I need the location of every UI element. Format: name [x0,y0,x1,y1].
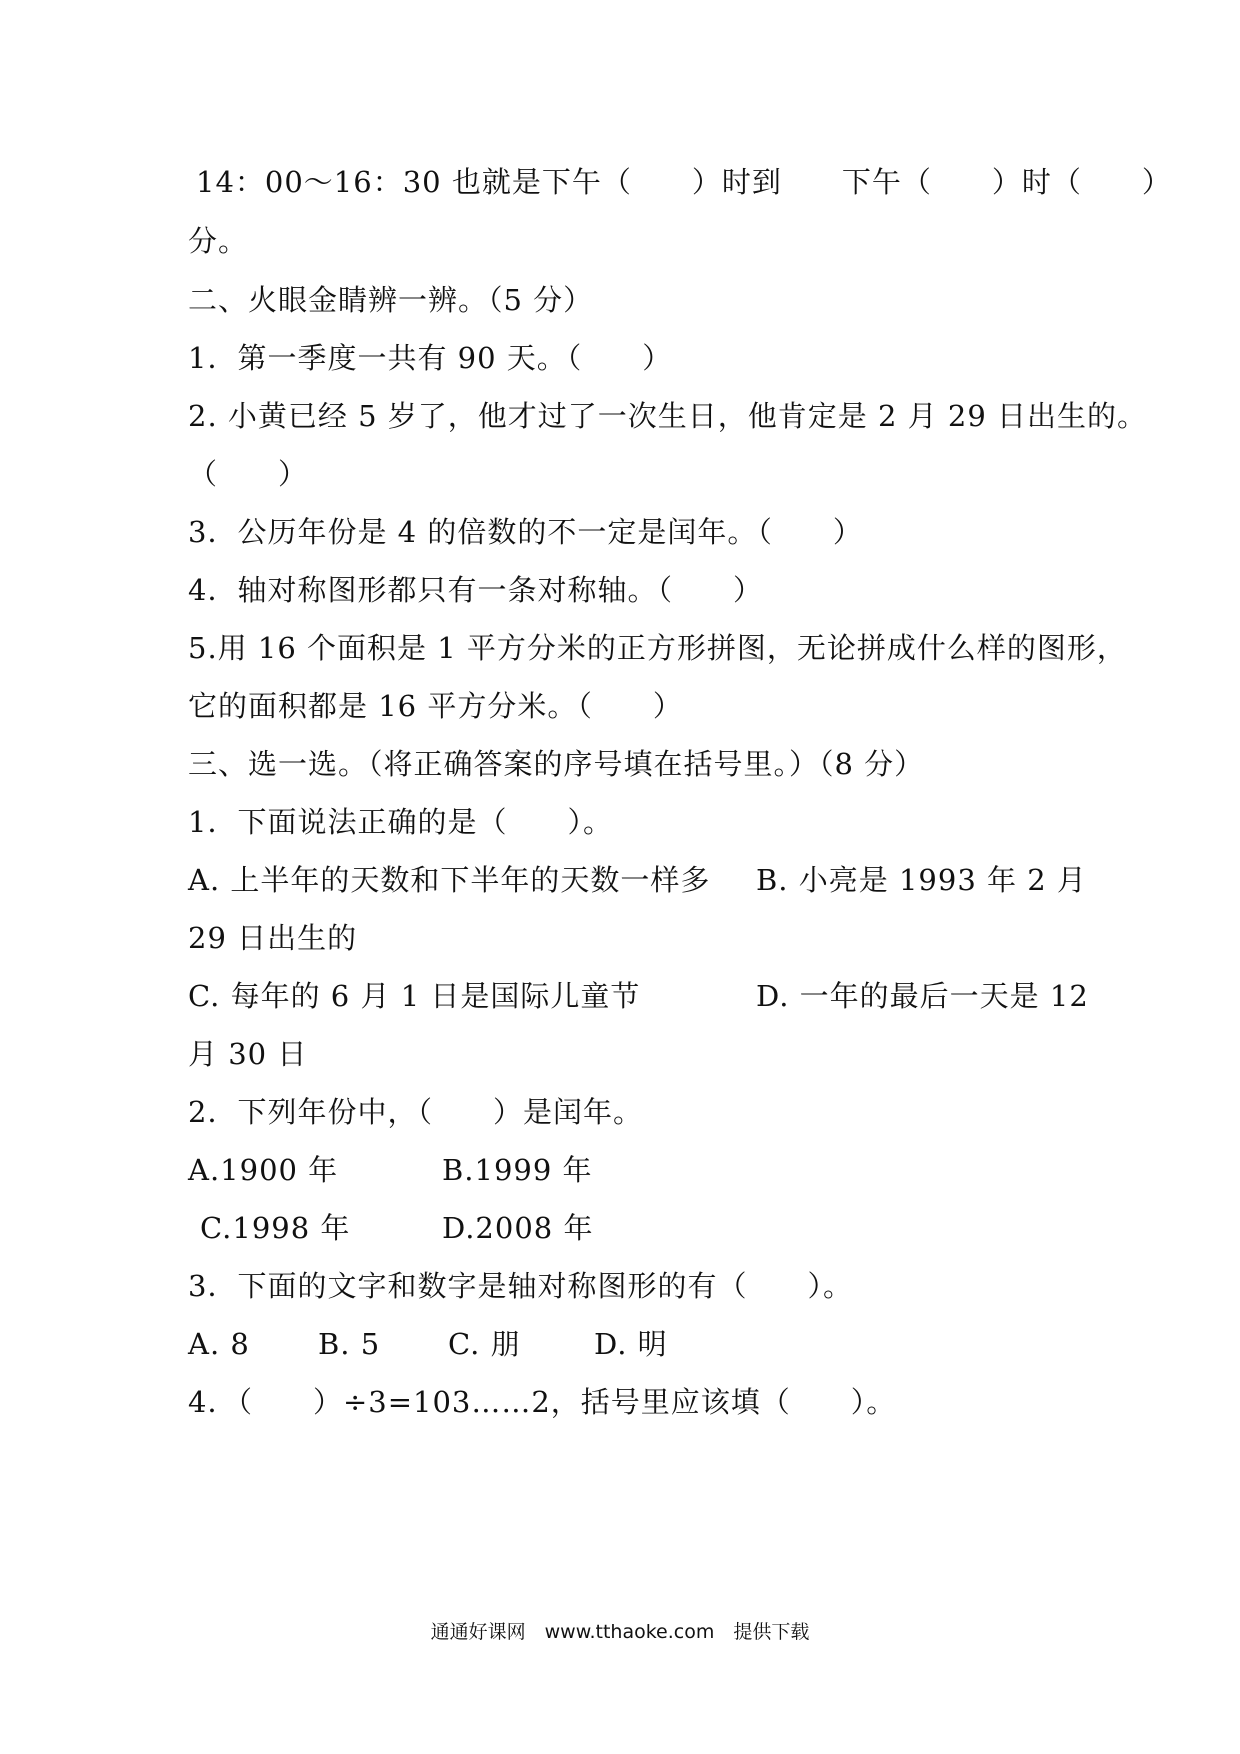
choice-2-option-b: B.1999 年 [442,1153,593,1187]
section-2-title: 二、火眼金睛辨一辨。（5 分） [188,283,594,317]
fill-blank-time-line-2: 分。 [188,224,249,258]
choice-question-3: 3．下面的文字和数字是轴对称图形的有（ ）。 [188,1269,853,1303]
choice-1-option-d: D. 一年的最后一天是 12 [756,979,1089,1013]
choice-2-option-a: A.1900 年 [188,1153,339,1187]
choice-2-option-d: D.2008 年 [442,1211,594,1245]
section-3-title: 三、选一选。（将正确答案的序号填在括号里。）（8 分） [188,747,925,781]
judge-question-5-line-1: 5.用 16 个面积是 1 平方分米的正方形拼图，无论拼成什么样的图形， [188,631,1127,665]
choice-3-option-b: B. 5 [318,1327,381,1361]
choice-1-option-d-continued: 月 30 日 [188,1037,308,1071]
choice-3-option-a: A. 8 [188,1327,250,1361]
judge-question-1: 1．第一季度一共有 90 天。（ ） [188,341,673,375]
choice-3-option-d: D. 明 [594,1327,668,1361]
choice-1-option-c: C. 每年的 6 月 1 日是国际儿童节 [188,979,641,1013]
footer-credit: 通通好课网 www.tthaoke.com 提供下载 [430,1621,810,1643]
judge-question-5-line-2: 它的面积都是 16 平方分米。（ ） [188,689,683,723]
choice-1-option-b-continued: 29 日出生的 [188,921,358,955]
judge-question-4: 4．轴对称图形都只有一条对称轴。（ ） [188,573,763,607]
choice-question-2: 2．下列年份中，（ ）是闰年。 [188,1095,643,1129]
choice-2-option-c: C.1998 年 [200,1211,351,1245]
choice-1-option-b: B. 小亮是 1993 年 2 月 [756,863,1087,897]
choice-question-1: 1．下面说法正确的是（ ）。 [188,805,613,839]
judge-question-3: 3．公历年份是 4 的倍数的不一定是闰年。（ ） [188,515,863,549]
fill-blank-time-line-1: 14：00～16：30 也就是下午（ ）时到 下午（ ）时（ ） [196,165,1172,199]
judge-question-2-line-2: （ ） [188,457,309,491]
choice-question-4: 4．（ ）÷3=103……2，括号里应该填（ ）。 [188,1385,897,1419]
judge-question-2-line-1: 2. 小黄已经 5 岁了，他才过了一次生日，他肯定是 2 月 29 日出生的。 [188,399,1148,433]
choice-3-option-c: C. 朋 [448,1327,521,1361]
choice-1-option-a: A. 上半年的天数和下半年的天数一样多 [188,863,711,897]
